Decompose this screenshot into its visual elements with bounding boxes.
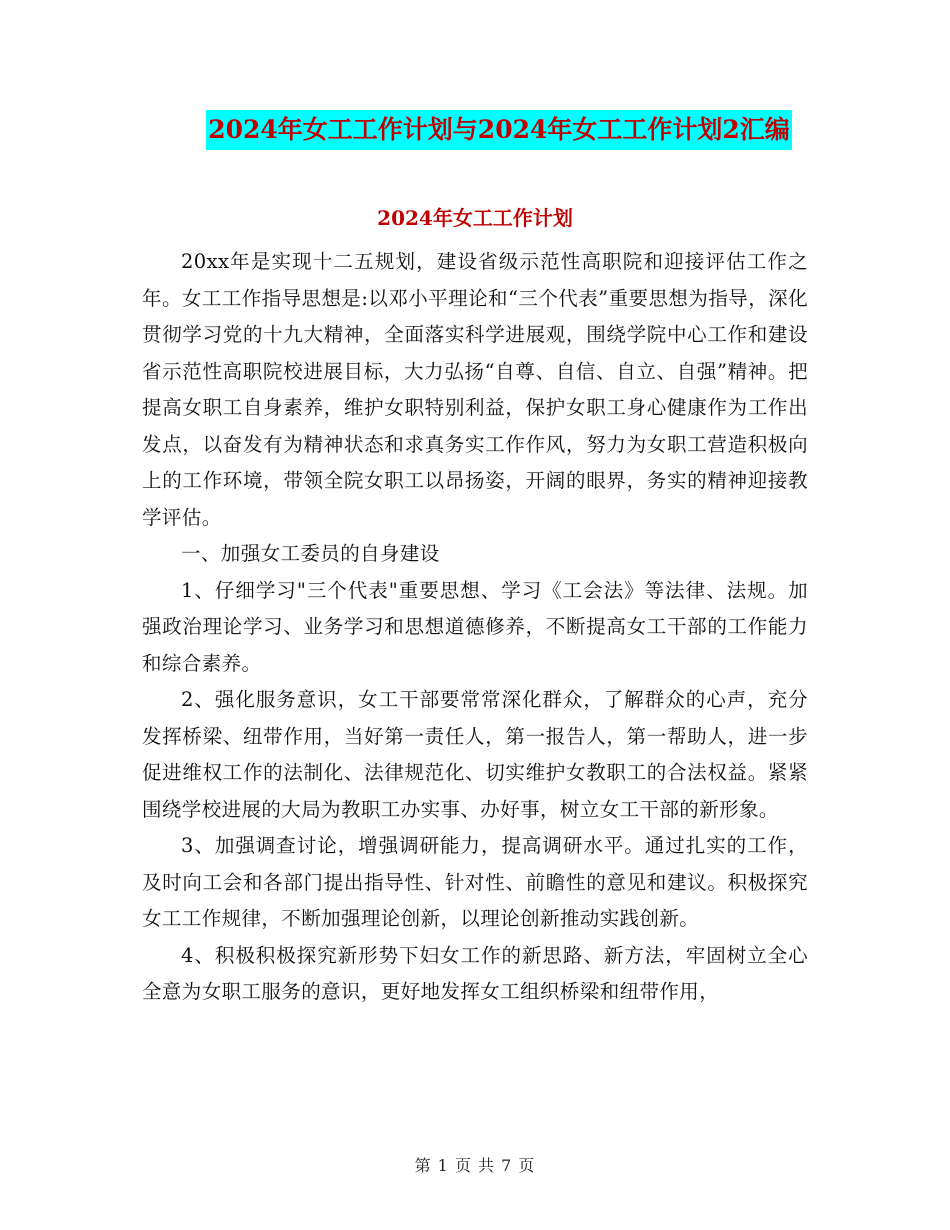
paragraph-item-1: 1、仔细学习"三个代表"重要思想、学习《工会法》等法律、法规。加强政治理论学习、业务学习和思想道德修养，不断提高女工干部的工作能力和综合素养。: [142, 578, 808, 675]
paragraph-intro: 20xx年是实现十二五规划，建设省级示范性高职院和迎接评估工作之年。女工工作指导思想是:以邓小平理论和“三个代表”重要思想为指导，深化贯彻学习党的十九大精神，全面落实科学进展观，围绕学院中心工作和建设省示范性高职院校进展目标，大力弘扬“自尊、自信、自立、自强”精神。把提高女职工自身素养，维护女职特别利益，保护女职工身心健康作为工作出发点，以奋发有为精神状态和求真务实工作作风，努力为女职工营造积极向上的工作环境，带领全院女职工以昂扬姿，开阔的眼界，务实的精神迎接教学评估。: [142, 250, 808, 529]
main-title: 2024年女工工作计划与2024年女工工作计划2汇编: [206, 110, 792, 150]
paragraph-item-3: 3、加强调查讨论，增强调研能力，提高调研水平。通过扎实的工作，及时向工会和各部门提出指导性、针对性、前瞻性的意见和建议。积极探究女工工作规律，不断加强理论创新，以理论创新推动实践创新。: [142, 834, 808, 930]
paragraph-item-2: 2、强化服务意识，女工干部要常常深化群众，了解群众的心声，充分发挥桥梁、纽带作用，当好第一责任人，第一报告人，第一帮助人，进一步促进维权工作的法制化、法律规范化、切实维护女教职工的合法权益。紧紧围绕学校进展的大局为教职工办实事、办好事，树立女工干部的新形象。: [142, 688, 808, 821]
section-title: 2024年女工工作计划: [377, 206, 573, 230]
section-heading-1: 一、加强女工委员的自身建设: [181, 542, 440, 565]
paragraph-item-4: 4、积极积极探究新形势下妇女工作的新思路、新方法，牢固树立全心全意为女职工服务的意识，更好地发挥女工组织桥梁和纽带作用，: [142, 943, 808, 1003]
main-title-container: [0, 110, 950, 150]
document-body: [142, 244, 808, 1011]
page-footer: 第 1 页 共 7 页: [414, 1156, 536, 1175]
